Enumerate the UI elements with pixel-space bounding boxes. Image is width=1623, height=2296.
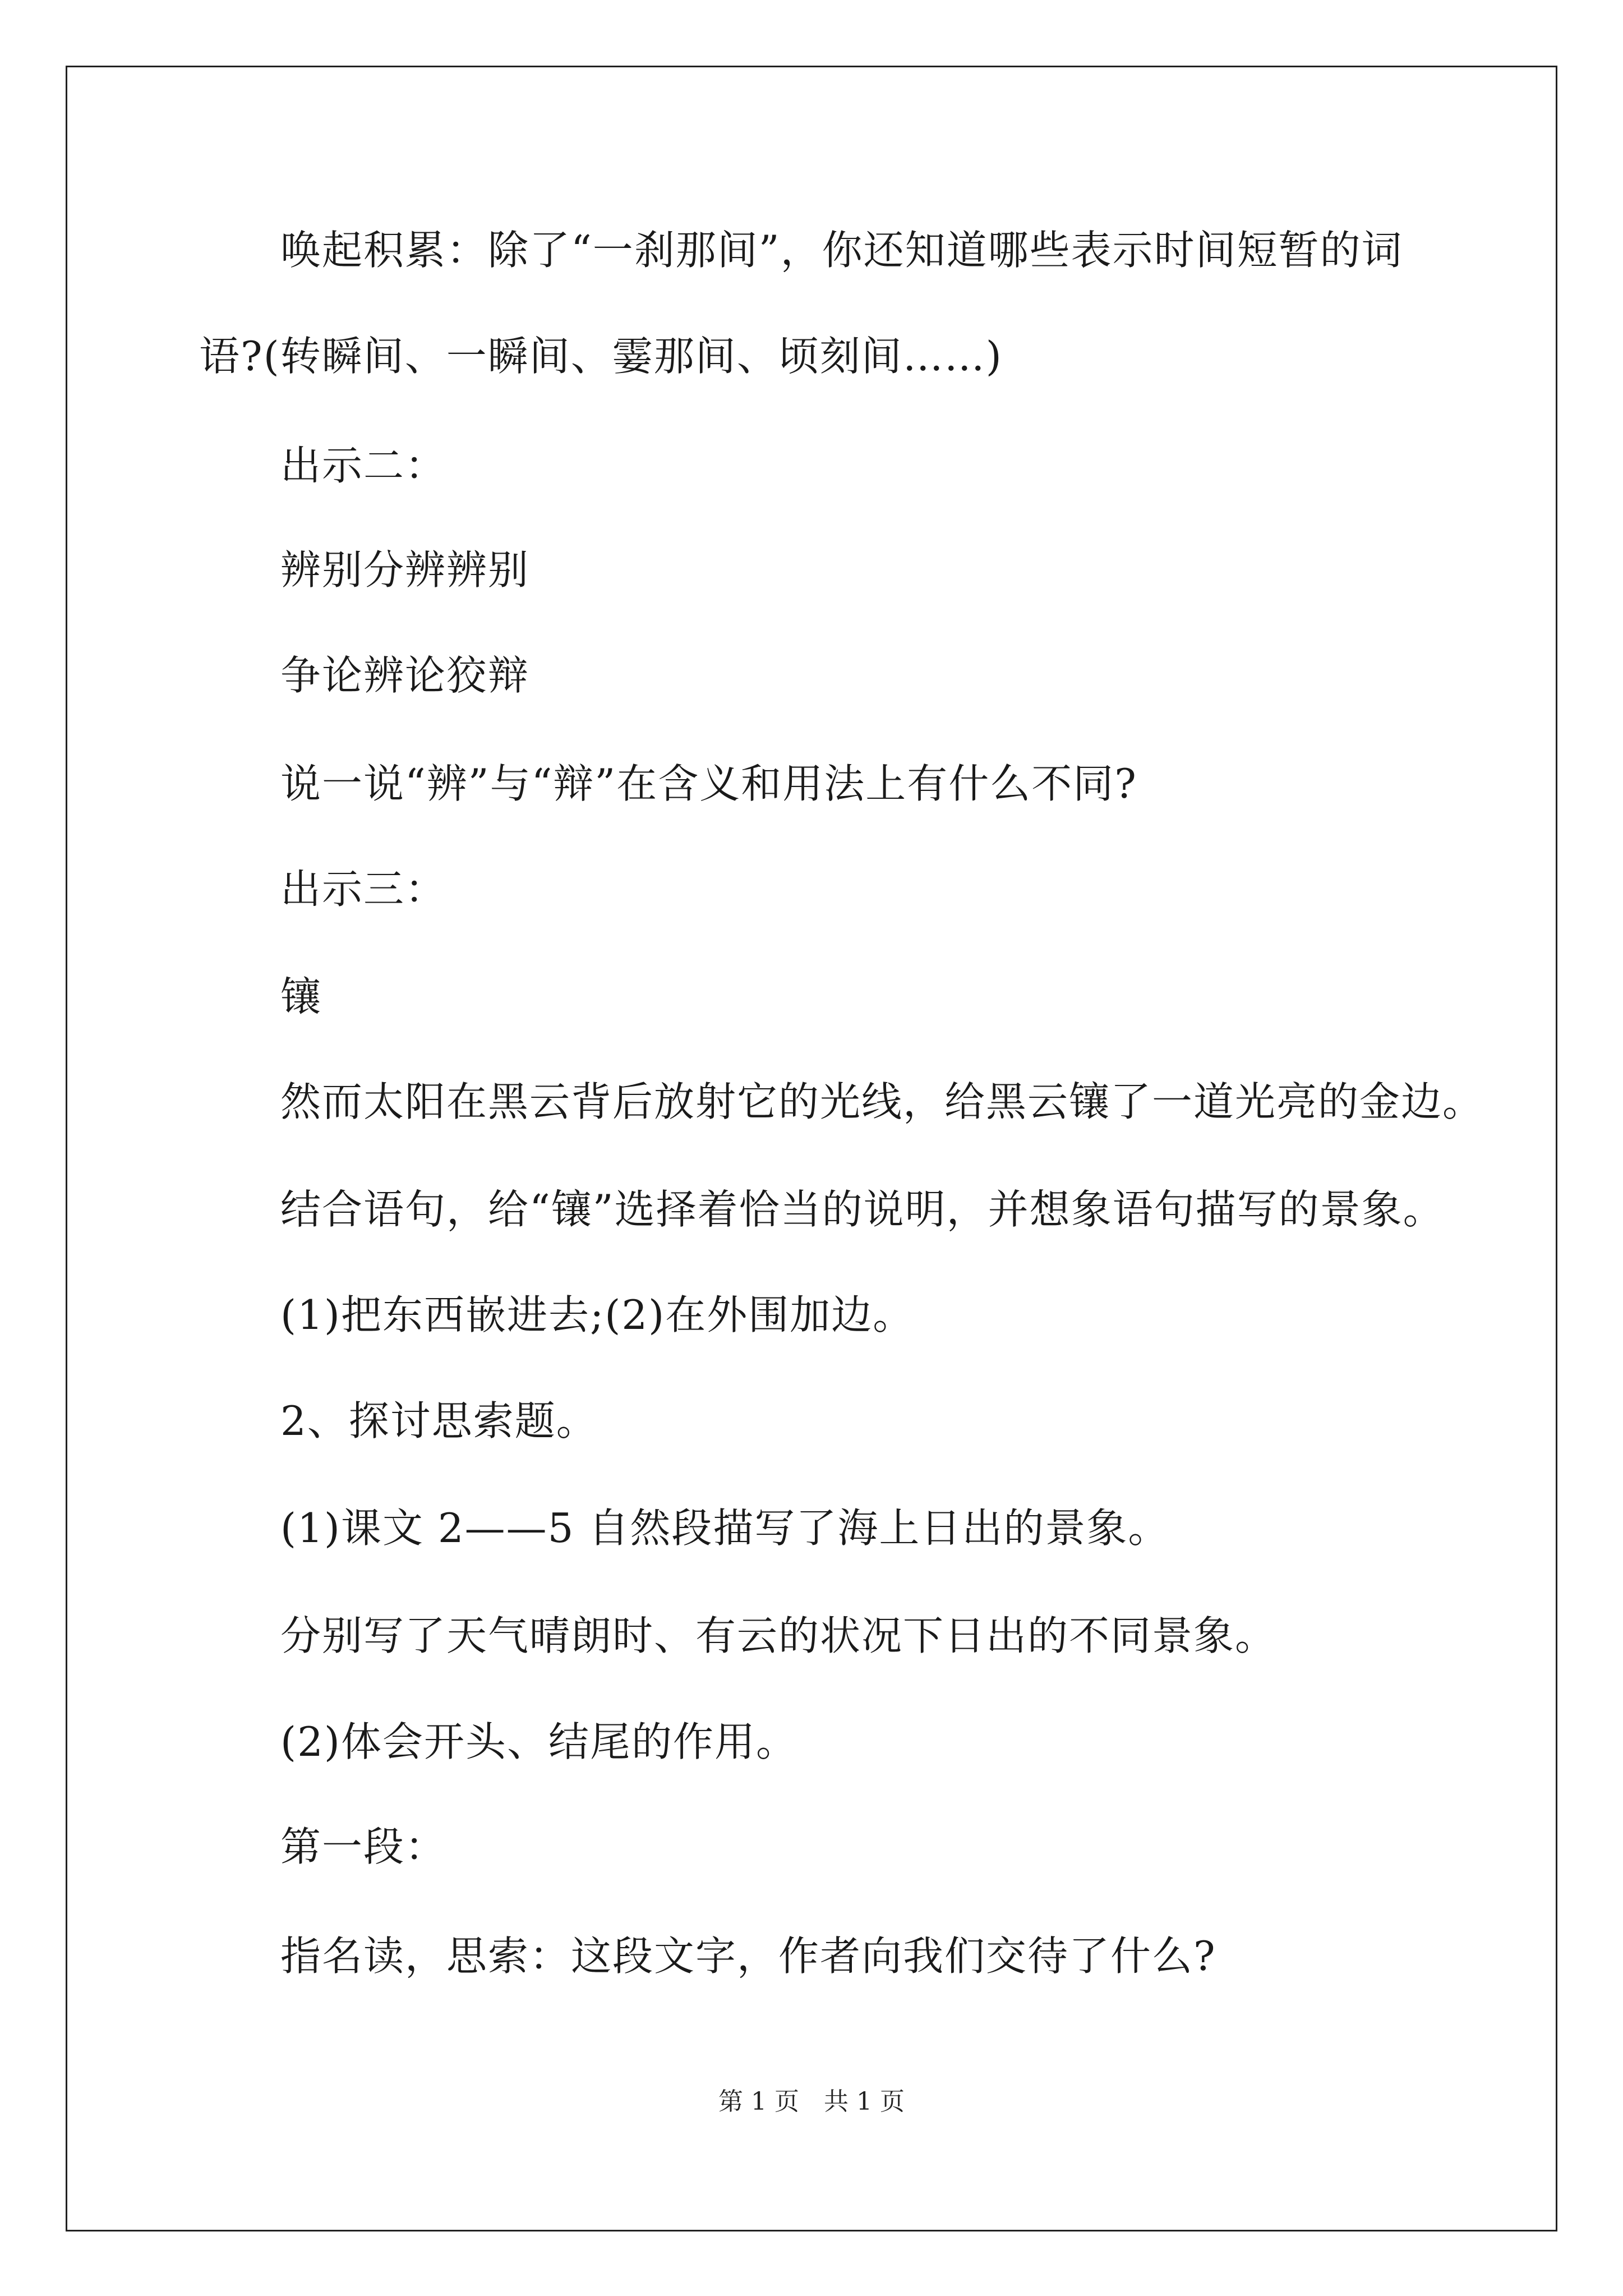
page-footer: 第 1 页 共 1 页 xyxy=(718,2087,905,2116)
text-line-4: 辨别分辨辨别 xyxy=(280,546,530,593)
page-border xyxy=(66,66,1557,2231)
text-line-10: 结合语句，给“镶”选择着恰当的说明，并想象语句描写的景象。 xyxy=(280,1186,1445,1233)
text-line-2: 语?(转瞬间、一瞬间、霎那间、顷刻间……) xyxy=(199,333,1003,380)
text-line-7: 出示三： xyxy=(280,866,447,913)
text-line-9: 然而太阳在黑云背后放射它的光线，给黑云镶了一道光亮的金边。 xyxy=(280,1078,1484,1125)
text-line-14: 分别写了天气晴朗时、有云的状况下日出的不同景象。 xyxy=(280,1612,1277,1659)
text-line-8: 镶 xyxy=(280,973,322,1020)
text-line-5: 争论辨论狡辩 xyxy=(280,652,530,699)
text-line-15: (2)体会开头、结尾的作用。 xyxy=(280,1718,797,1765)
text-line-6: 说一说“辨”与“辩”在含义和用法上有什么不同? xyxy=(280,760,1137,807)
text-line-17: 指名读，思索：这段文字，作者向我们交待了什么? xyxy=(280,1932,1216,1980)
text-line-16: 第一段： xyxy=(280,1823,447,1870)
text-line-1: 唤起积累：除了“一刹那间”，你还知道哪些表示时间短暂的词 xyxy=(280,227,1403,274)
text-line-12: 2、探讨思索题。 xyxy=(280,1397,598,1444)
text-line-3: 出示二： xyxy=(280,442,447,489)
text-line-11: (1)把东西嵌进去;(2)在外围加边。 xyxy=(280,1291,915,1338)
text-line-13: (1)课文 2——5 自然段描写了海上日出的景象。 xyxy=(280,1504,1170,1552)
